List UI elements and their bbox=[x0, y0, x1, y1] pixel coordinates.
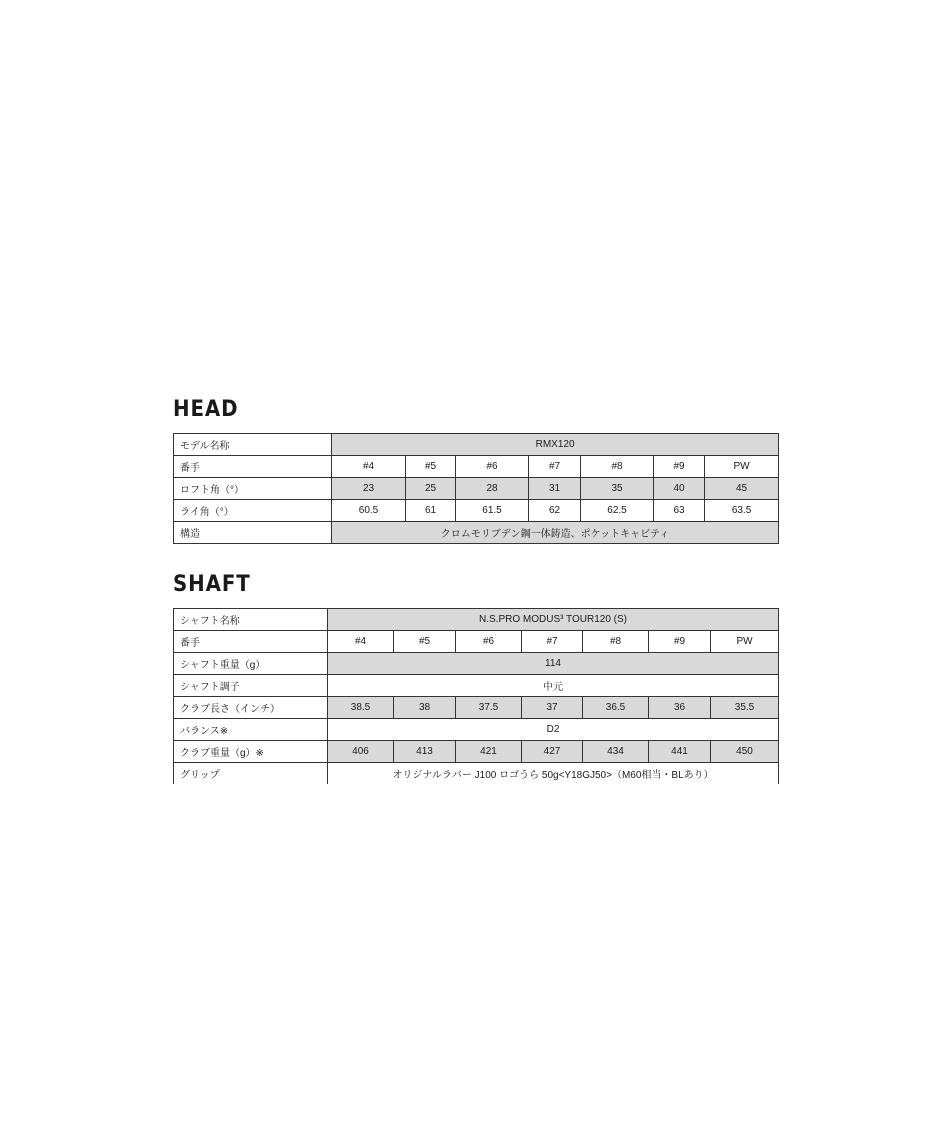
loft-value: 35 bbox=[581, 478, 654, 500]
club-weight-value: 427 bbox=[522, 741, 583, 763]
club-number: #8 bbox=[583, 631, 649, 653]
club-number: #9 bbox=[654, 456, 705, 478]
table-row bbox=[174, 741, 779, 763]
table-row bbox=[174, 763, 779, 785]
shaft-section-title: SHAFT bbox=[173, 572, 251, 597]
club-number: #8 bbox=[581, 456, 654, 478]
lie-value: 61 bbox=[406, 500, 456, 522]
structure-value: クロムモリブデン鋼一体鋳造、ポケットキャビティ bbox=[332, 522, 779, 544]
loft-value: 28 bbox=[456, 478, 529, 500]
lie-value: 61.5 bbox=[456, 500, 529, 522]
club-length-value: 37.5 bbox=[456, 697, 522, 719]
shaft-kick-value: 中元 bbox=[328, 675, 779, 697]
club-number: #4 bbox=[328, 631, 394, 653]
club-weight-label: クラブ重量（g）※ bbox=[174, 741, 328, 763]
club-weight-value: 421 bbox=[456, 741, 522, 763]
club-weight-value: 434 bbox=[583, 741, 649, 763]
club-length-value: 38 bbox=[394, 697, 456, 719]
club-number: PW bbox=[711, 631, 779, 653]
grip-label: グリップ bbox=[174, 763, 328, 785]
table-row bbox=[174, 719, 779, 741]
table-row bbox=[174, 500, 779, 522]
lie-value: 62 bbox=[529, 500, 581, 522]
lie-value: 63 bbox=[654, 500, 705, 522]
club-length-value: 38.5 bbox=[328, 697, 394, 719]
table-row bbox=[174, 609, 779, 631]
loft-label: ロフト角（°） bbox=[174, 478, 332, 500]
lie-value: 62.5 bbox=[581, 500, 654, 522]
club-weight-value: 406 bbox=[328, 741, 394, 763]
structure-label: 構造 bbox=[174, 522, 332, 544]
club-number: #6 bbox=[456, 631, 522, 653]
lie-value: 60.5 bbox=[332, 500, 406, 522]
club-length-value: 37 bbox=[522, 697, 583, 719]
lie-label: ライ角（°） bbox=[174, 500, 332, 522]
table-row bbox=[174, 522, 779, 544]
loft-value: 31 bbox=[529, 478, 581, 500]
shaft-name-label: シャフト名称 bbox=[174, 609, 328, 631]
loft-value: 25 bbox=[406, 478, 456, 500]
number-label: 番手 bbox=[174, 631, 328, 653]
head-section-title: HEAD bbox=[173, 397, 239, 422]
table-row bbox=[174, 631, 779, 653]
shaft-weight-label: シャフト重量（g） bbox=[174, 653, 328, 675]
club-number: #7 bbox=[522, 631, 583, 653]
club-weight-value: 450 bbox=[711, 741, 779, 763]
shaft-spec-table bbox=[173, 608, 779, 784]
table-row bbox=[174, 653, 779, 675]
model-value: RMX120 bbox=[332, 434, 779, 456]
shaft-weight-value: 114 bbox=[328, 653, 779, 675]
balance-value: D2 bbox=[328, 719, 779, 741]
table-row bbox=[174, 478, 779, 500]
club-length-label: クラブ長さ（インチ） bbox=[174, 697, 328, 719]
table-row bbox=[174, 697, 779, 719]
club-number: #6 bbox=[456, 456, 529, 478]
club-number: #7 bbox=[529, 456, 581, 478]
head-spec-table bbox=[173, 433, 779, 544]
club-weight-value: 413 bbox=[394, 741, 456, 763]
club-length-value: 36 bbox=[649, 697, 711, 719]
club-number: #9 bbox=[649, 631, 711, 653]
club-weight-value: 441 bbox=[649, 741, 711, 763]
lie-value: 63.5 bbox=[705, 500, 779, 522]
model-label: モデル名称 bbox=[174, 434, 332, 456]
loft-value: 40 bbox=[654, 478, 705, 500]
grip-value: オリジナルラバー J100 ロゴうら 50g<Y18GJ50>（M60相当・BLあり） bbox=[328, 763, 779, 785]
club-number: #4 bbox=[332, 456, 406, 478]
table-row bbox=[174, 434, 779, 456]
number-label: 番手 bbox=[174, 456, 332, 478]
club-number: PW bbox=[705, 456, 779, 478]
loft-value: 45 bbox=[705, 478, 779, 500]
club-number: #5 bbox=[406, 456, 456, 478]
club-length-value: 35.5 bbox=[711, 697, 779, 719]
shaft-kick-label: シャフト調子 bbox=[174, 675, 328, 697]
balance-label: バランス※ bbox=[174, 719, 328, 741]
club-length-value: 36.5 bbox=[583, 697, 649, 719]
loft-value: 23 bbox=[332, 478, 406, 500]
club-number: #5 bbox=[394, 631, 456, 653]
shaft-name-value: N.S.PRO MODUS³ TOUR120 (S) bbox=[328, 609, 779, 631]
table-row bbox=[174, 675, 779, 697]
table-row bbox=[174, 456, 779, 478]
